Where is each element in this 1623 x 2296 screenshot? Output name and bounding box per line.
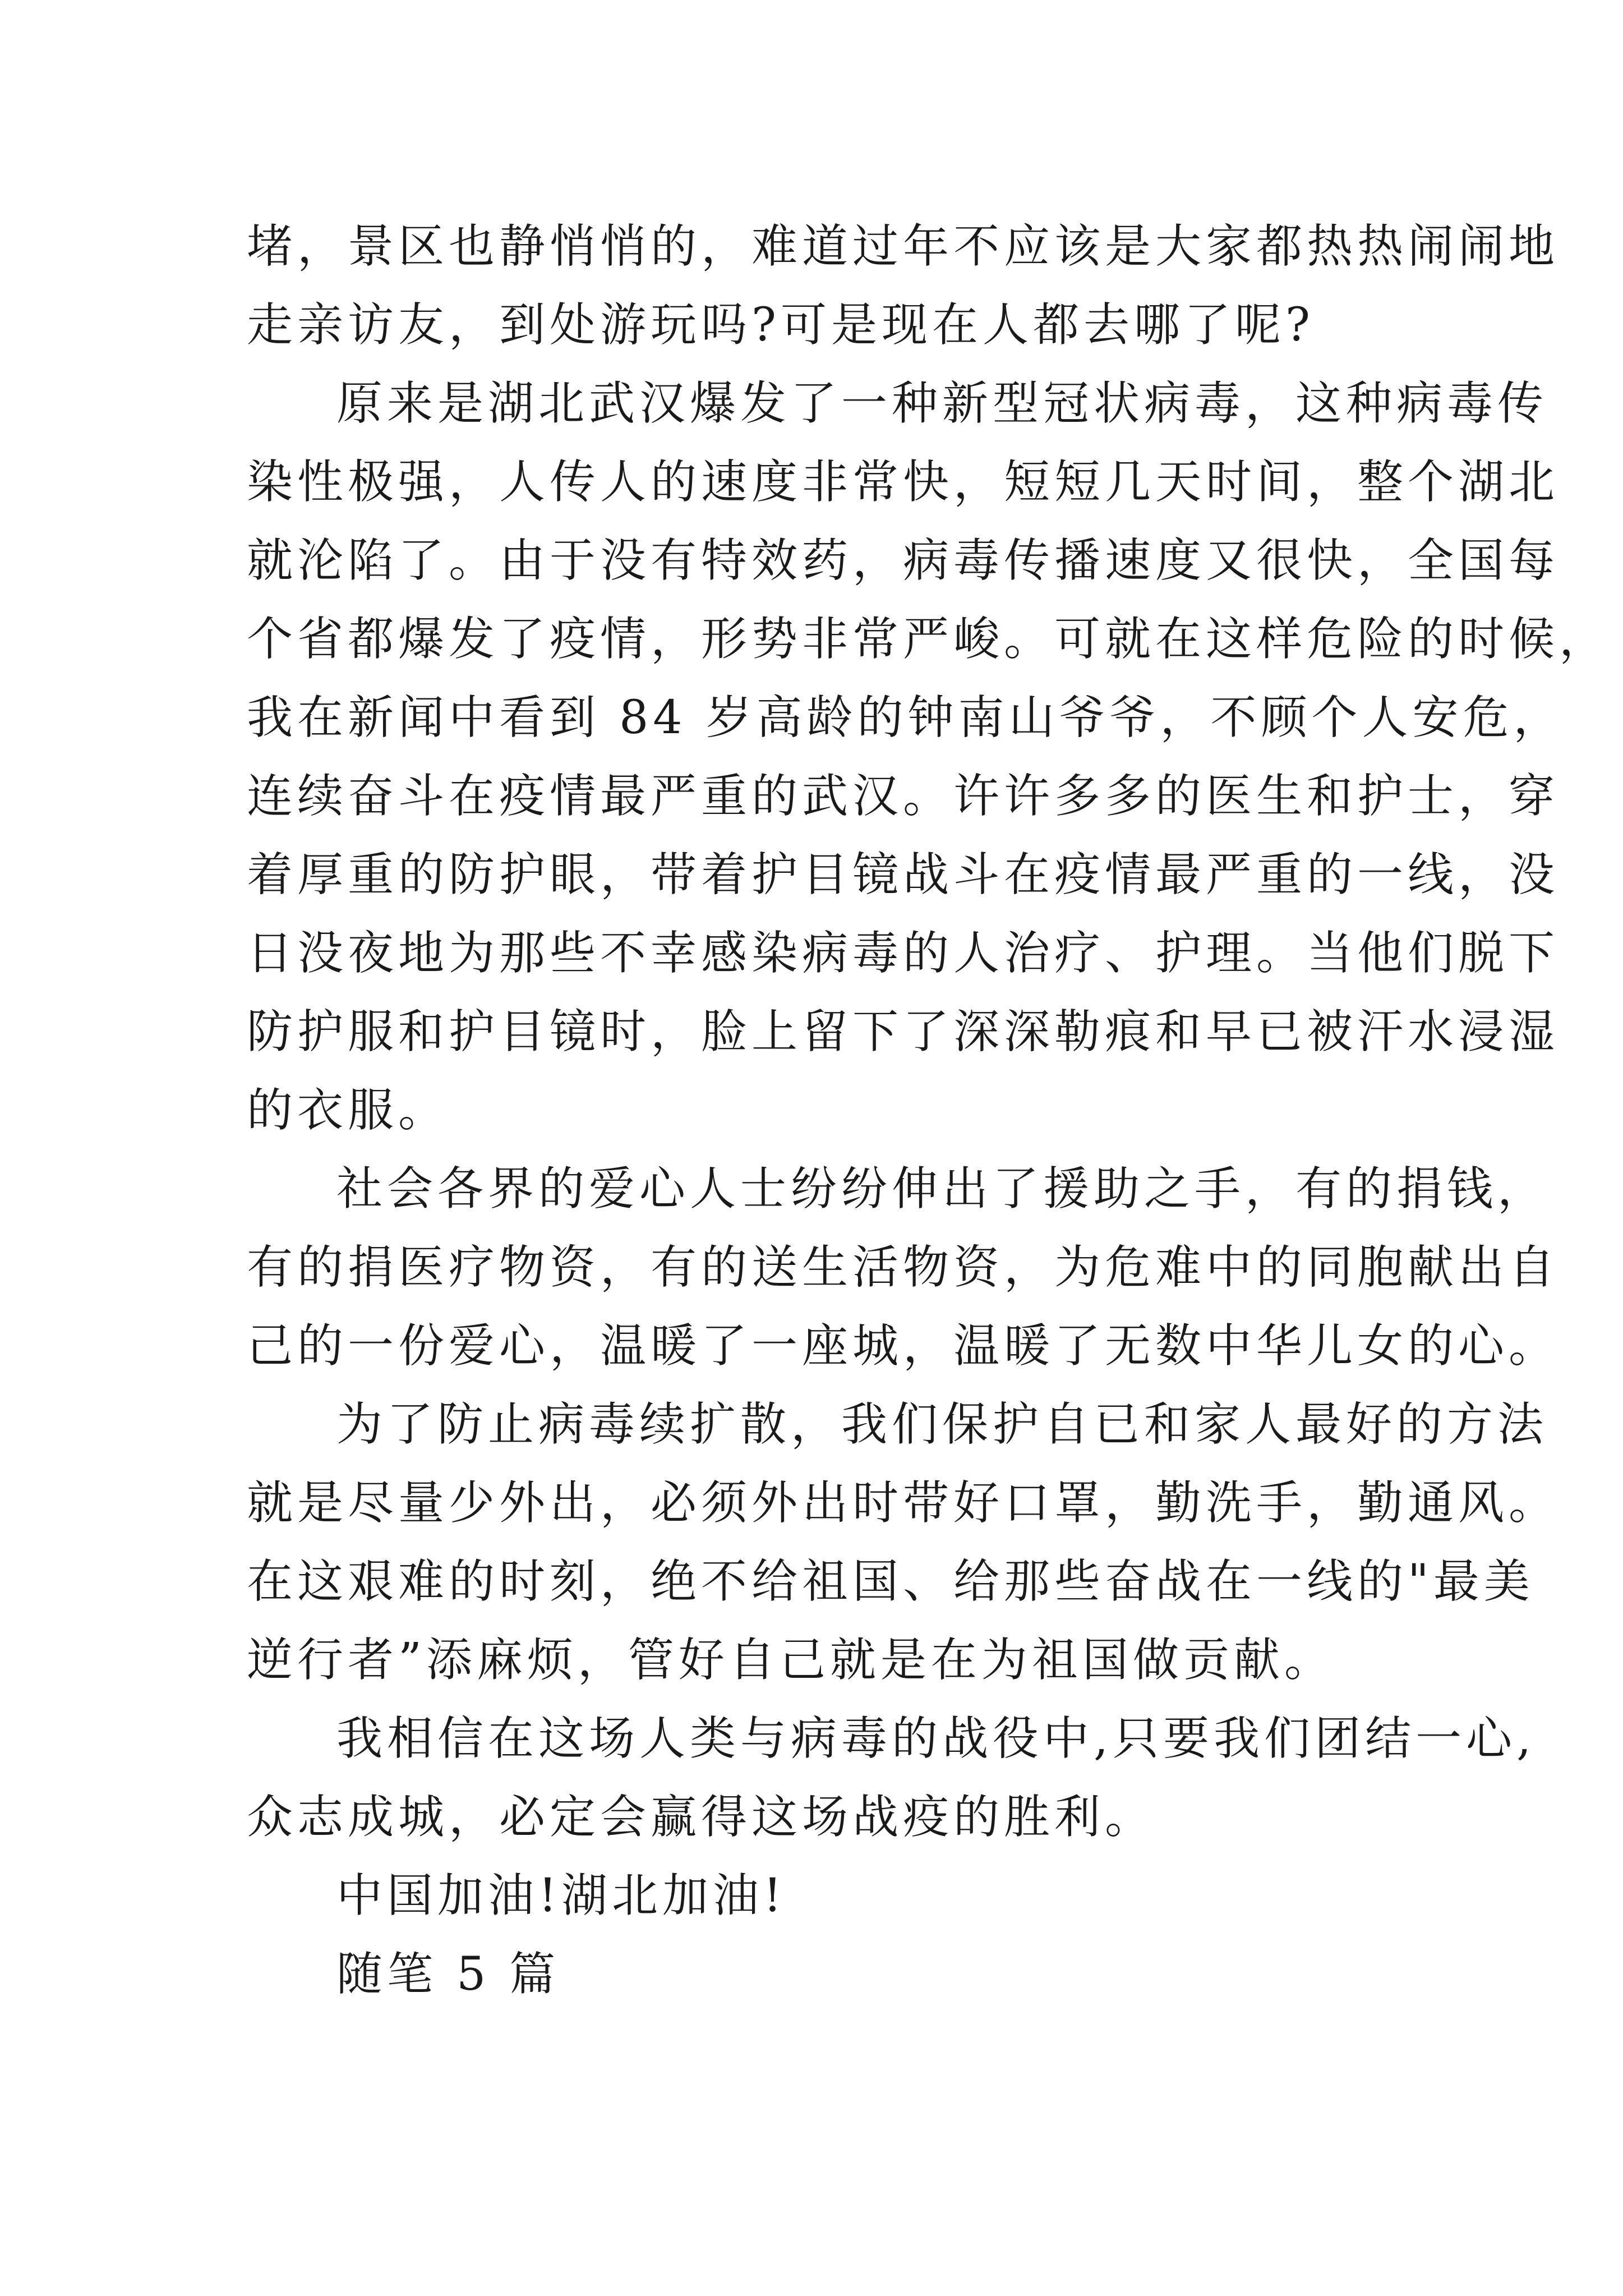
text-line: 己的一份爱心，温暖了一座城，温暖了无数中华儿女的心。 <box>247 1319 1560 1373</box>
text-line: 个省都爆发了疫情，形势非常严峻。可就在这样危险的时候， <box>247 613 1610 666</box>
paragraph-start-line: 我相信在这场人类与病毒的战役中,只要我们团结一心, <box>336 1712 1536 1765</box>
text-line: 日没夜地为那些不幸感染病毒的人治疗、护理。当他们脱下 <box>247 927 1560 980</box>
text-line: 走亲访友，到处游玩吗?可是现在人都去哪了呢? <box>247 298 1315 352</box>
text-line: 在这艰难的时刻，绝不给祖国、给那些奋战在一线的"最美 <box>247 1555 1534 1608</box>
text-line: 逆行者”添麻烦，管好自己就是在为祖国做贡献。 <box>247 1634 1335 1687</box>
text-line: 堵，景区也静悄悄的，难道过年不应该是大家都热热闹闹地 <box>247 220 1560 273</box>
text-line: 就是尽量少外出，必须外出时带好口罩，勤洗手，勤通风。 <box>247 1476 1560 1530</box>
text-line: 就沦陷了。由于没有特效药，病毒传播速度又很快，全国每 <box>247 534 1560 587</box>
paragraph-start-line: 为了防止病毒续扩散，我们保护自已和家人最好的方法 <box>336 1398 1548 1451</box>
slogan-line: 中国加油!湖北加油! <box>336 1869 786 1922</box>
text-line: 我在新闻中看到 84 岁高龄的钟南山爷爷，不顾个人安危， <box>247 691 1564 744</box>
text-line: 防护服和护目镜时，脸上留下了深深勒痕和早已被汗水浸湿 <box>247 1005 1560 1059</box>
text-line: 连续奋斗在疫情最严重的武汉。许许多多的医生和护士，穿 <box>247 770 1560 823</box>
text-line: 众志成城，必定会赢得这场战疫的胜利。 <box>247 1791 1156 1844</box>
text-line: 有的捐医疗物资，有的送生活物资，为危难中的同胞献出自 <box>247 1241 1560 1294</box>
text-line: 着厚重的防护眼，带着护目镜战斗在疫情最严重的一线，没 <box>247 848 1560 901</box>
section-heading: 随笔 5 篇 <box>336 1948 560 2001</box>
text-line: 的衣服。 <box>247 1084 449 1137</box>
paragraph-start-line: 社会各界的爱心人士纷纷伸出了援助之手，有的捐钱， <box>336 1162 1548 1216</box>
text-line: 染性极强，人传人的速度非常快，短短几天时间，整个湖北 <box>247 455 1560 509</box>
paragraph-start-line: 原来是湖北武汉爆发了一种新型冠状病毒，这种病毒传 <box>336 377 1548 430</box>
document-body <box>247 208 1610 2014</box>
